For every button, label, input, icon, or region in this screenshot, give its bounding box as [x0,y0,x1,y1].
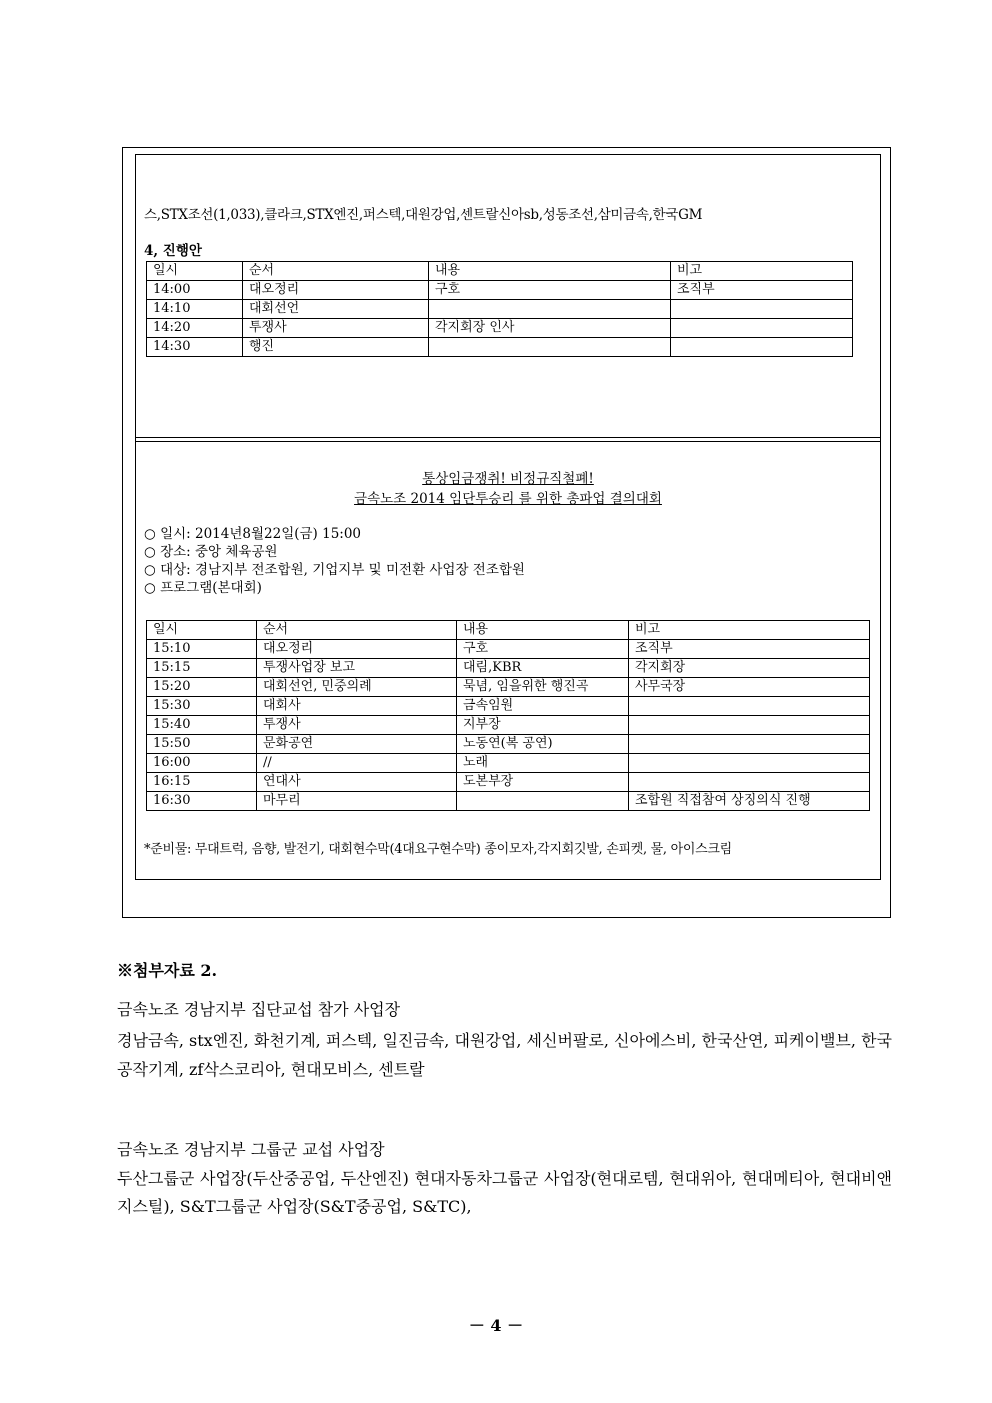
table-cell: 15:30 [147,697,257,716]
table-cell [671,338,853,357]
table-cell: 15:50 [147,735,257,754]
table-cell [629,697,870,716]
table-cell: 지부장 [457,716,629,735]
table-row [147,281,853,300]
header-cell: 일시 [147,621,257,640]
detail-item: ○ 장소: 중앙 체육공원 [144,544,278,560]
header-cell: 비고 [671,262,853,281]
table-row [147,697,870,716]
table-cell [671,300,853,319]
table-cell: 묵념, 임을위한 행진곡 [457,678,629,697]
detail-item: ○ 프로그램(본대회) [144,580,262,596]
table-cell: 조직부 [671,281,853,300]
table-cell [671,319,853,338]
header-cell: 순서 [257,621,457,640]
table-cell: 연대사 [257,773,457,792]
page-number: － 4 － [468,1316,524,1335]
continuation-text: 스,STX조선(1,033),클라크,STX엔진,퍼스텍,대원강업,센트랄신아sb,성동조선,삼미금속,한국GM [144,207,703,223]
program-table [146,620,870,811]
table-cell: 조직부 [629,640,870,659]
table-cell: 투쟁사 [243,319,429,338]
table-row [147,659,870,678]
detail-item: ○ 대상: 경남지부 전조합원, 기업지부 및 미전환 사업장 전조합원 [144,562,525,578]
table-cell: 16:00 [147,754,257,773]
table-cell: 14:00 [147,281,243,300]
table-cell: 금속임원 [457,697,629,716]
table-cell: 14:10 [147,300,243,319]
table-cell: 15:20 [147,678,257,697]
table-header-row [147,621,870,640]
table-cell: 15:40 [147,716,257,735]
table-cell: 문화공연 [257,735,457,754]
event-title-line-2: 금속노조 2014 임단투승리 를 위한 총파업 결의대회 [354,491,662,507]
table-row [147,338,853,357]
table-row [147,319,853,338]
header-cell: 내용 [457,621,629,640]
table-row [147,716,870,735]
inner-frame [135,154,881,880]
table-cell [629,773,870,792]
table-cell [629,716,870,735]
table-row [147,792,870,811]
table-cell: 15:10 [147,640,257,659]
table-cell: 조합원 직접참여 상징의식 진행 [629,792,870,811]
attachment-title: ※첨부자료 2. [117,961,218,980]
table-cell: 15:15 [147,659,257,678]
table-cell: 대림,KBR [457,659,629,678]
table-cell: 행진 [243,338,429,357]
attachment-heading-1: 금속노조 경남지부 집단교섭 참가 사업장 [117,1000,401,1019]
table-row [147,678,870,697]
table-row [147,735,870,754]
table-cell: 구호 [457,640,629,659]
table-row [147,754,870,773]
attachment-list-2: 두산그룹군 사업장(두산중공업, 두산엔진) 현대자동차그룹군 사업장(현대로템, 현대위아, 현대메티아, 현대비앤지스틸), S&T그룹군 사업장(S&T중공업, S&TC), [117,1169,892,1216]
header-cell: 비고 [629,621,870,640]
event-title [136,469,880,509]
table-cell: 대회선언 [243,300,429,319]
event-title-line-1: 통상임금쟁취! 비정규직철폐! [422,471,594,487]
table-cell: 14:20 [147,319,243,338]
table-cell: 노래 [457,754,629,773]
table-header-row [147,262,853,281]
schedule-table-1 [146,261,853,357]
table-cell: 도본부장 [457,773,629,792]
table-cell: 대오정리 [243,281,429,300]
double-divider [136,437,880,442]
table-cell [629,754,870,773]
table-cell: 구호 [429,281,671,300]
table-cell: 각지회장 인사 [429,319,671,338]
supplies-note: *준비물: 무대트럭, 음향, 발전기, 대회현수막(4대요구현수막) 종이모자,각지회깃발, 손피켓, 물, 아이스크림 [144,842,732,857]
table-cell: 대회사 [257,697,457,716]
header-cell: 내용 [429,262,671,281]
table-cell [429,300,671,319]
table-cell [629,735,870,754]
table-cell [429,338,671,357]
table-cell: 16:30 [147,792,257,811]
table-cell: 사무국장 [629,678,870,697]
table-cell: 투쟁사 [257,716,457,735]
table-row [147,640,870,659]
attachment-heading-2: 금속노조 경남지부 그룹군 교섭 사업장 [117,1140,385,1159]
table-cell: 각지회장 [629,659,870,678]
attachment-list-1: 경남금속, stx엔진, 화천기계, 퍼스텍, 일진금속, 대원강업, 세신버팔로, 신아에스비, 한국산연, 피케이밸브, 한국공작기계, zf삭스코리아, 현대모비스, 센트랄 [117,1031,892,1079]
table-cell: 대회선언, 민중의례 [257,678,457,697]
table-cell: 14:30 [147,338,243,357]
table-cell: 투쟁사업장 보고 [257,659,457,678]
table-cell [457,792,629,811]
section-title: 4, 진행안 [144,243,202,259]
table-cell: 노동연(복 공연) [457,735,629,754]
table-cell: 16:15 [147,773,257,792]
table-cell: // [257,754,457,773]
header-cell: 순서 [243,262,429,281]
header-cell: 일시 [147,262,243,281]
table-cell: 대오정리 [257,640,457,659]
outer-frame [122,147,891,918]
event-details [144,525,525,597]
table-row [147,300,853,319]
detail-item: ○ 일시: 2014년8월22일(금) 15:00 [144,526,362,542]
table-cell: 마무리 [257,792,457,811]
table-row [147,773,870,792]
